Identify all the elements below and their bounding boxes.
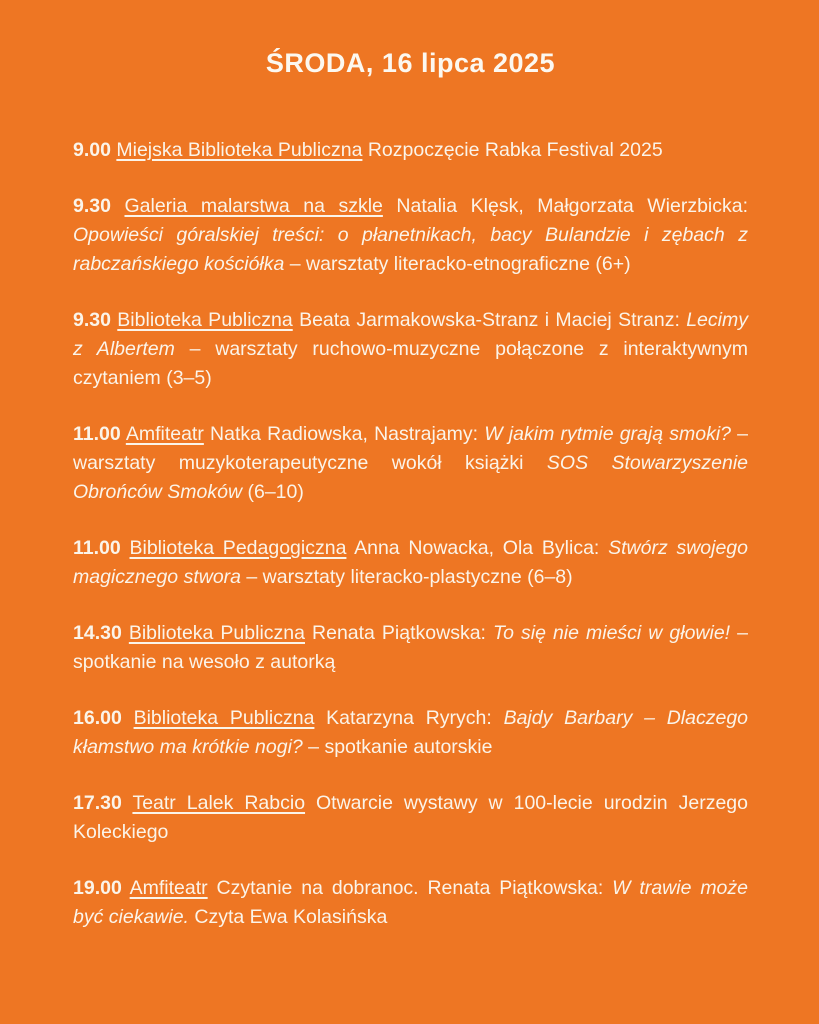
event-text: Natalia Klęsk, Małgorzata Wierzbicka: bbox=[382, 195, 749, 217]
event-text: (6–10) bbox=[242, 481, 304, 503]
event-text: Katarzyna Ryrych: bbox=[314, 707, 504, 729]
event-text: – spotkanie autorskie bbox=[302, 736, 493, 758]
event-text: – warsztaty literacko-plastyczne (6–8) bbox=[241, 566, 573, 588]
page-title: ŚRODA, 16 lipca 2025 bbox=[265, 48, 556, 78]
event-item bbox=[73, 874, 748, 932]
event-text: – warsztaty literacko-etnograficzne (6+) bbox=[284, 253, 631, 275]
event-title-italic: Stwórz swojego magicznego stwora bbox=[73, 537, 748, 588]
event-venue: Biblioteka Pedagogiczna bbox=[129, 537, 347, 559]
event-item bbox=[73, 789, 748, 847]
event-text: Otwarcie wystawy w 100-lecie urodzin Jerzego Koleckiego bbox=[73, 792, 748, 843]
event-item bbox=[73, 534, 748, 592]
event-venue: Teatr Lalek Rabcio bbox=[132, 792, 306, 814]
event-time: 9.30 bbox=[73, 309, 111, 331]
event-item bbox=[73, 619, 748, 677]
event-title-italic: W jakim rytmie grają smoki? bbox=[484, 423, 731, 445]
event-venue: Galeria malarstwa na szkle bbox=[124, 195, 383, 217]
event-time: 11.00 bbox=[73, 423, 121, 445]
event-venue: Biblioteka Publiczna bbox=[133, 707, 315, 729]
event-title-italic: Opowieści góralskiej treści: o płanetnikach, bacy Bulandzie i zębach z rabczańskiego kościółka bbox=[73, 224, 748, 275]
event-time: 9.30 bbox=[73, 195, 111, 217]
event-title-italic: To się nie mieści w głowie! bbox=[493, 622, 731, 644]
event-title-italic: Lecimy z Albertem bbox=[73, 309, 748, 360]
event-item bbox=[73, 136, 748, 165]
event-time: 17.30 bbox=[73, 792, 122, 814]
event-item bbox=[73, 704, 748, 762]
event-text: Beata Jarmakowska-Stranz i Maciej Stranz: bbox=[292, 309, 687, 331]
event-time: 16.00 bbox=[73, 707, 122, 729]
event-text: Natka Radiowska, Nastrajamy: bbox=[203, 423, 485, 445]
event-venue: Biblioteka Publiczna bbox=[117, 309, 293, 331]
event-text: – spotkanie na wesoło z autorką bbox=[73, 622, 748, 673]
event-title-italic: SOS Stowarzyszenie Obrońców Smoków bbox=[73, 452, 748, 503]
event-text: Renata Piątkowska: bbox=[304, 622, 493, 644]
event-item bbox=[73, 192, 748, 279]
event-venue: Miejska Biblioteka Publiczna bbox=[116, 139, 363, 161]
event-title-italic: W trawie może być ciekawie. bbox=[73, 877, 749, 928]
event-text: – warsztaty ruchowo-muzyczne połączone z interaktywnym czytaniem (3–5) bbox=[73, 338, 748, 389]
event-time: 11.00 bbox=[73, 537, 121, 559]
event-text: Anna Nowacka, Ola Bylica: bbox=[346, 537, 609, 559]
event-venue: Biblioteka Publiczna bbox=[128, 622, 305, 644]
event-time: 9.00 bbox=[73, 139, 111, 161]
event-time: 14.30 bbox=[73, 622, 122, 644]
event-venue: Amfiteatr bbox=[129, 877, 208, 899]
event-list bbox=[73, 136, 748, 932]
event-text: Czytanie na dobranoc. Renata Piątkowska: bbox=[207, 877, 613, 899]
event-item bbox=[73, 306, 748, 393]
event-text: Czyta Ewa Kolasińska bbox=[188, 906, 388, 928]
event-text: – warsztaty muzykoterapeutyczne wokół książki bbox=[73, 423, 749, 474]
event-item bbox=[73, 420, 748, 507]
event-text: Rozpoczęcie Rabka Festival 2025 bbox=[362, 139, 663, 161]
event-title-italic: Bajdy Barbary – Dlaczego kłamstwo ma krótkie nogi? bbox=[73, 707, 749, 758]
event-time: 19.00 bbox=[73, 877, 122, 899]
event-venue: Amfiteatr bbox=[125, 423, 204, 445]
